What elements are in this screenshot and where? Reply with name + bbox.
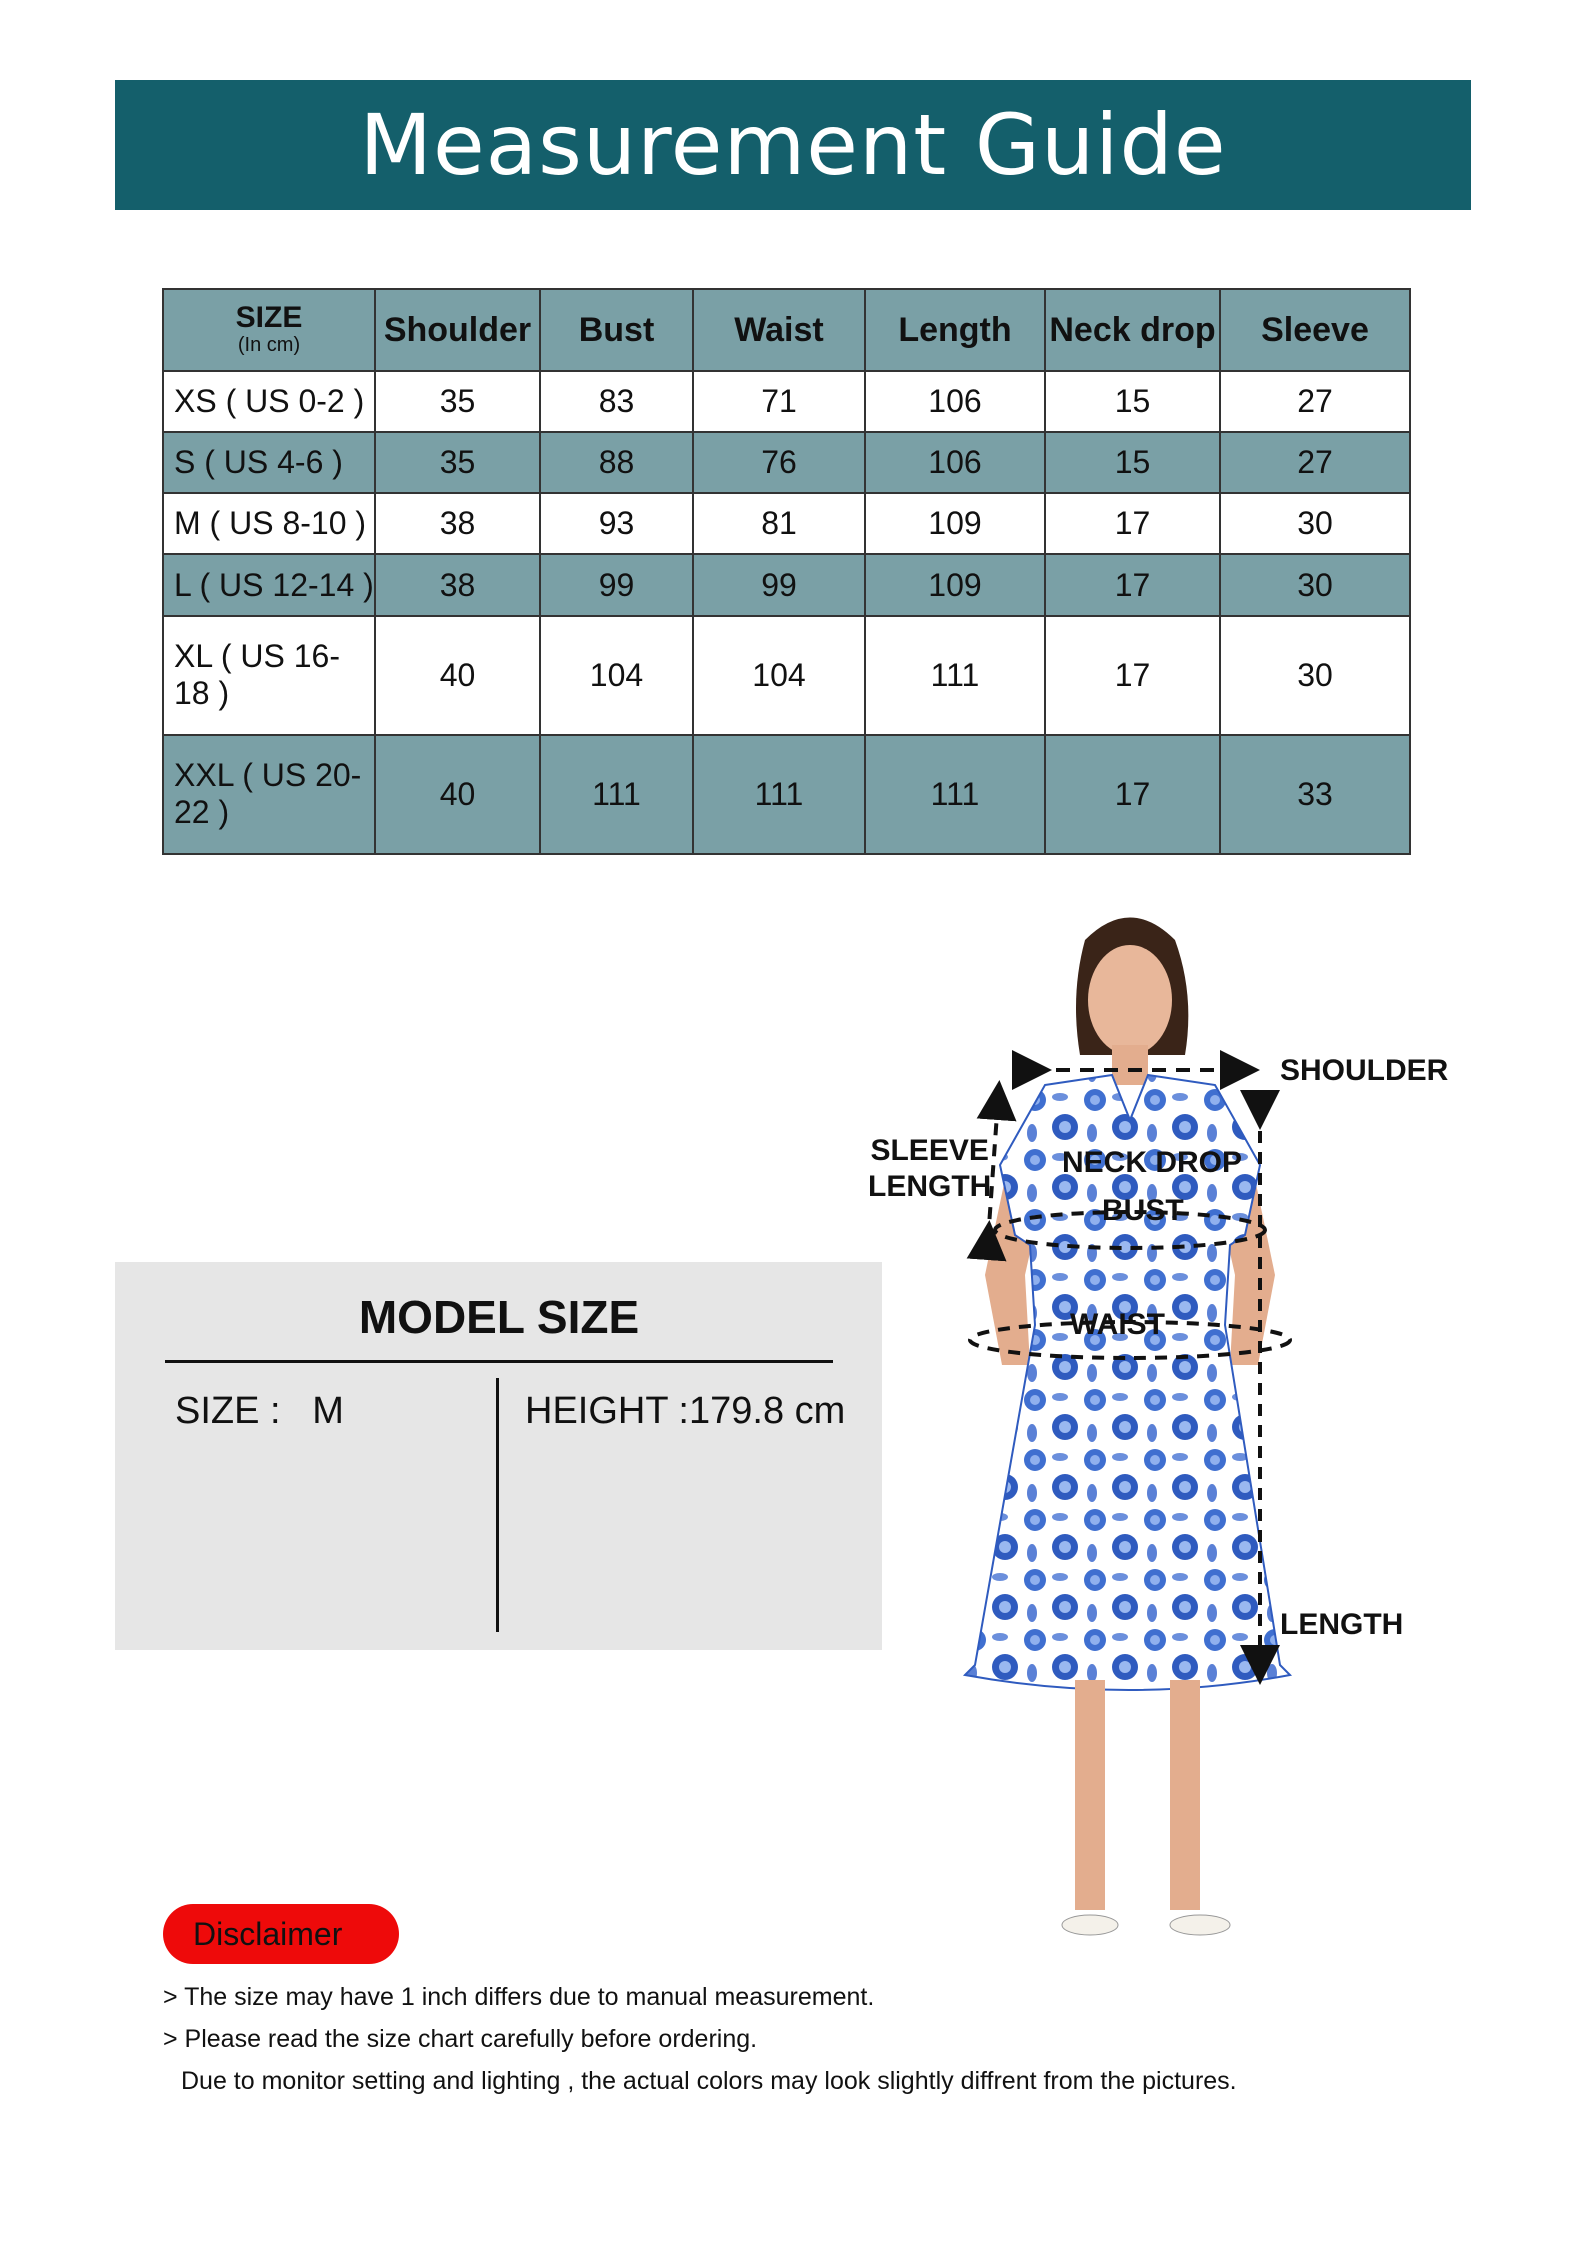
header-length: Length [865,289,1045,371]
cell-length: 109 [865,554,1045,615]
cell-length: 109 [865,493,1045,554]
header-sleeve: Sleeve [1220,289,1410,371]
row-size: XL ( US 16-18 ) [163,616,375,735]
disclaimer-line-2: > Please read the size chart carefully before ordering. [163,2025,758,2053]
disclaimer-label: Disclaimer [193,1915,343,1952]
page-title: Measurement Guide [359,96,1227,194]
size-chart-table [162,288,1411,855]
cell-shoulder: 38 [375,493,540,554]
header-size: SIZE (In cm) [163,289,375,371]
header-bust: Bust [540,289,693,371]
model-size-title: MODEL SIZE [358,1291,640,1343]
model-size-label: SIZE : [175,1390,281,1432]
cell-neck-drop: 15 [1045,371,1220,432]
cell-waist: 111 [693,735,865,854]
row-size: XXL ( US 20-22 ) [163,735,375,854]
table-row [163,493,1410,554]
cell-bust: 83 [540,371,693,432]
cell-sleeve: 30 [1220,493,1410,554]
header-waist: Waist [693,289,865,371]
cell-bust: 99 [540,554,693,615]
cell-length: 106 [865,432,1045,493]
cell-bust: 111 [540,735,693,854]
label-shoulder: SHOULDER [1280,1054,1449,1087]
label-sleeve-length: SLEEVE LENGTH [868,1134,992,1203]
model-divider-vertical [496,1378,499,1632]
cell-length: 106 [865,371,1045,432]
cell-length: 111 [865,616,1045,735]
cell-neck-drop: 17 [1045,735,1220,854]
table-row [163,554,1410,615]
model-size-panel [115,1262,882,1650]
cell-neck-drop: 17 [1045,554,1220,615]
cell-shoulder: 35 [375,371,540,432]
model-figure [840,905,1460,2025]
model-divider-horizontal [165,1360,833,1363]
disclaimer-line-3: Due to monitor setting and lighting , the actual colors may look slightly diffrent from the pictures. [181,2067,1237,2095]
row-size: S ( US 4-6 ) [163,432,375,493]
cell-sleeve: 33 [1220,735,1410,854]
cell-waist: 76 [693,432,865,493]
cell-neck-drop: 17 [1045,616,1220,735]
cell-waist: 99 [693,554,865,615]
cell-sleeve: 30 [1220,554,1410,615]
cell-shoulder: 40 [375,735,540,854]
cell-bust: 104 [540,616,693,735]
cell-neck-drop: 15 [1045,432,1220,493]
header-shoulder: Shoulder [375,289,540,371]
cell-shoulder: 38 [375,554,540,615]
model-size-value: M [312,1390,344,1432]
table-row [163,735,1410,854]
label-length: LENGTH [1280,1608,1404,1641]
disclaimer-line-1: > The size may have 1 inch differs due to manual measurement. [163,1983,875,2011]
row-size: XS ( US 0-2 ) [163,371,375,432]
table-row [163,616,1410,735]
cell-waist: 104 [693,616,865,735]
table-row [163,432,1410,493]
cell-sleeve: 27 [1220,432,1410,493]
label-neck-drop: NECK DROP [1062,1146,1243,1179]
row-size: M ( US 8-10 ) [163,493,375,554]
model-height-label: HEIGHT : [525,1390,689,1432]
cell-length: 111 [865,735,1045,854]
page-title-banner [115,80,1471,210]
cell-shoulder: 40 [375,616,540,735]
cell-neck-drop: 17 [1045,493,1220,554]
label-waist: WAIST [1070,1308,1165,1341]
model-height-value: 179.8 cm [689,1390,846,1432]
cell-bust: 93 [540,493,693,554]
cell-shoulder: 35 [375,432,540,493]
header-neck-drop: Neck drop [1045,289,1220,371]
model-height-row [525,1390,845,1433]
label-bust: BUST [1102,1194,1184,1227]
table-header-row [163,289,1410,371]
cell-sleeve: 27 [1220,371,1410,432]
cell-sleeve: 30 [1220,616,1410,735]
disclaimer-badge [163,1904,399,1964]
cell-waist: 81 [693,493,865,554]
row-size: L ( US 12-14 ) [163,554,375,615]
table-row [163,371,1410,432]
model-size-row [175,1390,344,1433]
cell-waist: 71 [693,371,865,432]
cell-bust: 88 [540,432,693,493]
